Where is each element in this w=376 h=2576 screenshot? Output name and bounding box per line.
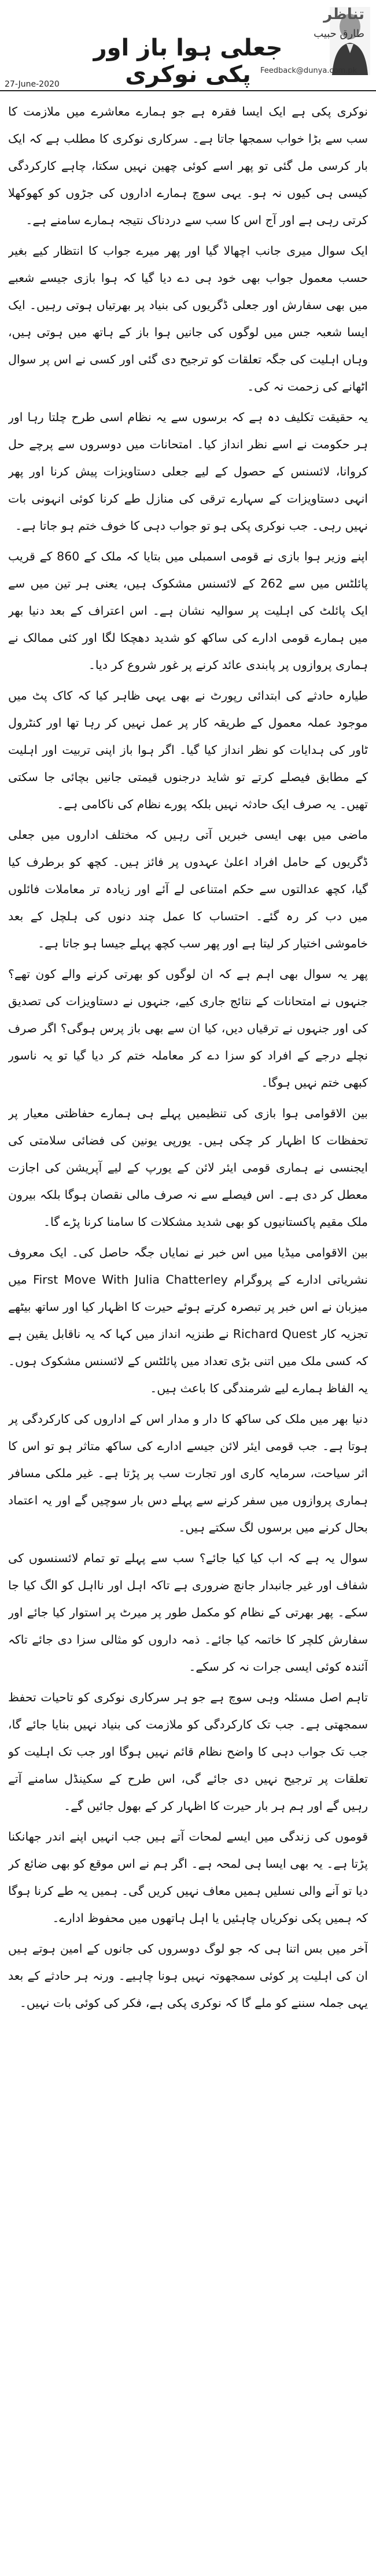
column-header xyxy=(0,0,376,92)
article-paragraph: سوال یہ ہے کہ اب کیا کیا جائے؟ سب سے پہلے تو تمام لائسنسوں کی شفاف اور غیر جانبدار جانچ ضروری ہے تاکہ اہل اور نااہل کو الگ کیا جا سکے۔ پھر بھرتی کے نظام کو مکمل طور پر میرٹ پر استوار کیا جائے اور سفارش کلچر کا خاتمہ کیا جائے۔ ذمہ داروں کو مثالی سزا دی جائے تاکہ آئندہ کوئی ایسی جرات نہ کر سکے۔ xyxy=(8,1551,368,1674)
article-paragraph: طیارہ حادثے کی ابتدائی رپورٹ نے بھی یہی ظاہر کیا کہ کاک پٹ میں موجود عملہ معمول کے طریقہ کار پر عمل نہیں کر رہا تھا اور کنٹرول ٹاور کی ہدایات کو نظر انداز کیا گیا۔ اگر ہوا باز اپنی تربیت اور اہلیت کے مطابق فیصلے کرتے تو شاید درجنوں قیمتی جانیں بچائی جا سکتی تھیں۔ یہ صرف ایک حادثہ نہیں بلکہ پورے نظام کی ناکامی ہے۔ xyxy=(8,689,368,811)
article-paragraph: پھر یہ سوال بھی اہم ہے کہ ان لوگوں کو بھرتی کرنے والے کون تھے؟ جنہوں نے امتحانات کے نتائج جاری کیے، جنہوں نے دستاویزات کی تصدیق کی اور جنہوں نے ترقیاں دیں، کیا ان سے بھی باز پرس ہوگی؟ اگر صرف نچلے درجے کے افراد کو سزا دے کر معاملہ ختم کر دیا گیا تو یہ ناسور کبھی ختم نہیں ہوگا۔ xyxy=(8,967,368,1090)
article-paragraph: تاہم اصل مسئلہ وہی سوچ ہے جو ہر سرکاری نوکری کو تاحیات تحفظ سمجھتی ہے۔ جب تک کارکردگی کو ملازمت کی بنیاد نہیں بنایا جائے گا، جب تک جواب دہی کا واضح نظام قائم نہیں ہوگا اور جب تک اہلیت کو تعلقات پر ترجیح نہیں دی جائے گی، اس طرح کے سکینڈل سامنے آتے رہیں گے اور ہم ہر بار حیرت کا اظہار کر کے بھول جائیں گے۔ xyxy=(8,1690,368,1813)
article-title: جعلی ہوا باز اور پکی نوکری xyxy=(93,35,283,88)
article-paragraph: بین الاقوامی میڈیا میں اس خبر نے نمایاں جگہ حاصل کی۔ ایک معروف نشریاتی ادارے کے پروگرام First Move With Julia Chatterley میں میزبان نے اس خبر پر تبصرہ کرتے ہوئے حیرت کا اظہار کیا اور ساتھ بیٹھے تجزیہ کار Richard Quest نے طنزیہ انداز میں کہا کہ یہ ناقابل یقین ہے کہ کسی ملک میں اتنی بڑی تعداد میں پائلٹس کے لائسنس مشکوک ہوں۔ یہ الفاظ ہمارے لیے شرمندگی کا باعث ہیں۔ xyxy=(8,1246,368,1395)
article-paragraph: ایک سوال میری جانب اچھالا گیا اور پھر میرے جواب کا انتظار کیے بغیر حسب معمول جواب بھی خود ہی دے دیا گیا کہ ہوا بازی جیسے شعبے میں بھی سفارش اور جعلی ڈگریوں کی بنیاد پر بھرتیاں ہوتی رہیں۔ ایک ایسا شعبہ جس میں لوگوں کی جانیں ہوا باز کے ہاتھ میں ہوتی ہیں، وہاں اہلیت کی جگہ تعلقات کو ترجیح دی گئی اور کسی نے اس پر سوال اٹھانے کی زحمت نہ کی۔ xyxy=(8,244,368,393)
article-paragraph: نوکری پکی ہے ایک ایسا فقرہ ہے جو ہمارے معاشرے میں ملازمت کا سب سے بڑا خواب سمجھا جاتا ہے۔ سرکاری نوکری کا مطلب ہے کہ ایک بار کرسی مل گئی تو پھر اسے کوئی چھین نہیں سکتا، چاہے کارکردگی کیسی ہی کیوں نہ ہو۔ یہی سوچ ہمارے اداروں کی جڑوں کو کھوکھلا کرتی رہی ہے اور آج اس کا سب سے دردناک نتیجہ ہمارے سامنے ہے۔ xyxy=(8,105,368,227)
feedback-email: Feedback@dunya.com.pk xyxy=(260,66,357,75)
article-paragraph: بین الاقوامی ہوا بازی کی تنظیمیں پہلے ہی ہمارے حفاظتی معیار پر تحفظات کا اظہار کر چکی ہیں۔ یورپی یونین کی فضائی سلامتی کی ایجنسی نے ہماری قومی ایئر لائن کے یورپ کے لیے آپریشن کی اجازت معطل کر دی ہے۔ اس فیصلے سے نہ صرف مالی نقصان ہوگا بلکہ بیرون ملک مقیم پاکستانیوں کو بھی شدید مشکلات کا سامنا کرنا پڑے گا۔ xyxy=(8,1106,368,1229)
article-paragraph: یہ حقیقت تکلیف دہ ہے کہ برسوں سے یہ نظام اسی طرح چلتا رہا اور ہر حکومت نے اسے نظر انداز کیا۔ امتحانات میں دوسروں سے پرچے حل کروانا، لائسنس کے حصول کے لیے جعلی دستاویزات پیش کرنا اور پھر انہی دستاویزات کے سہارے ترقی کی منازل طے کرنا کوئی انہونی بات نہیں رہی۔ جب نوکری پکی ہو تو جواب دہی کا خوف ختم ہو جاتا ہے۔ xyxy=(8,410,368,533)
article-body xyxy=(8,98,368,2565)
publish-date: 27-June-2020 xyxy=(5,80,60,89)
article-paragraph: قوموں کی زندگی میں ایسے لمحات آتے ہیں جب انہیں اپنے اندر جھانکنا پڑتا ہے۔ یہ بھی ایسا ہی لمحہ ہے۔ اگر ہم نے اس موقع کو بھی ضائع کر دیا تو آنے والی نسلیں ہمیں معاف نہیں کریں گی۔ ہمیں یہ طے کرنا ہوگا کہ ہمیں پکی نوکریاں چاہئیں یا اہل ہاتھوں میں محفوظ ادارے۔ xyxy=(8,1830,368,1925)
header-divider xyxy=(0,90,376,91)
article-paragraph: دنیا بھر میں ملک کی ساکھ کا دار و مدار اس کے اداروں کی کارکردگی پر ہوتا ہے۔ جب قومی ایئر لائن جیسے ادارے کی ساکھ متاثر ہو تو اس کا اثر سیاحت، سرمایہ کاری اور تجارت سب پر پڑتا ہے۔ غیر ملکی مسافر ہماری پروازوں میں سفر کرنے سے پہلے دس بار سوچیں گے اور یہ اعتماد بحال کرنے میں برسوں لگ سکتے ہیں۔ xyxy=(8,1412,368,1534)
author-name: طارق حبیب xyxy=(314,28,364,40)
article-paragraph: ماضی میں بھی ایسی خبریں آتی رہیں کہ مختلف اداروں میں جعلی ڈگریوں کے حامل افراد اعلیٰ عہدوں پر فائز ہیں۔ کچھ کو برطرف کیا گیا، کچھ عدالتوں سے حکم امتناعی لے آئے اور زیادہ تر معاملات فائلوں میں دب کر رہ گئے۔ احتساب کا عمل چند دنوں کی ہلچل کے بعد خاموشی اختیار کر لیتا ہے اور پھر سب کچھ پہلے جیسا ہو جاتا ہے۔ xyxy=(8,828,368,950)
article-paragraph: اپنے وزیر ہوا بازی نے قومی اسمبلی میں بتایا کہ ملک کے 860 کے قریب پائلٹس میں سے 262 کے لائسنس مشکوک ہیں، یعنی ہر تین میں سے ایک پائلٹ کی اہلیت پر سوالیہ نشان ہے۔ اس اعتراف کے بعد دنیا بھر میں ہمارے قومی ادارے کی ساکھ کو شدید دھچکا لگا اور کئی ممالک نے ہماری پروازوں پر پابندی عائد کرنے پر غور شروع کر دیا۔ xyxy=(8,549,368,672)
column-name: تناظر xyxy=(323,6,364,23)
article-paragraph: آخر میں بس اتنا ہی کہ جو لوگ دوسروں کی جانوں کے امین ہوتے ہیں ان کی اہلیت پر کوئی سمجھوتہ نہیں ہونا چاہیے۔ ورنہ ہر حادثے کے بعد یہی جملہ سننے کو ملے گا کہ نوکری پکی ہے، فکر کی کوئی بات نہیں۔ xyxy=(8,1942,368,2010)
